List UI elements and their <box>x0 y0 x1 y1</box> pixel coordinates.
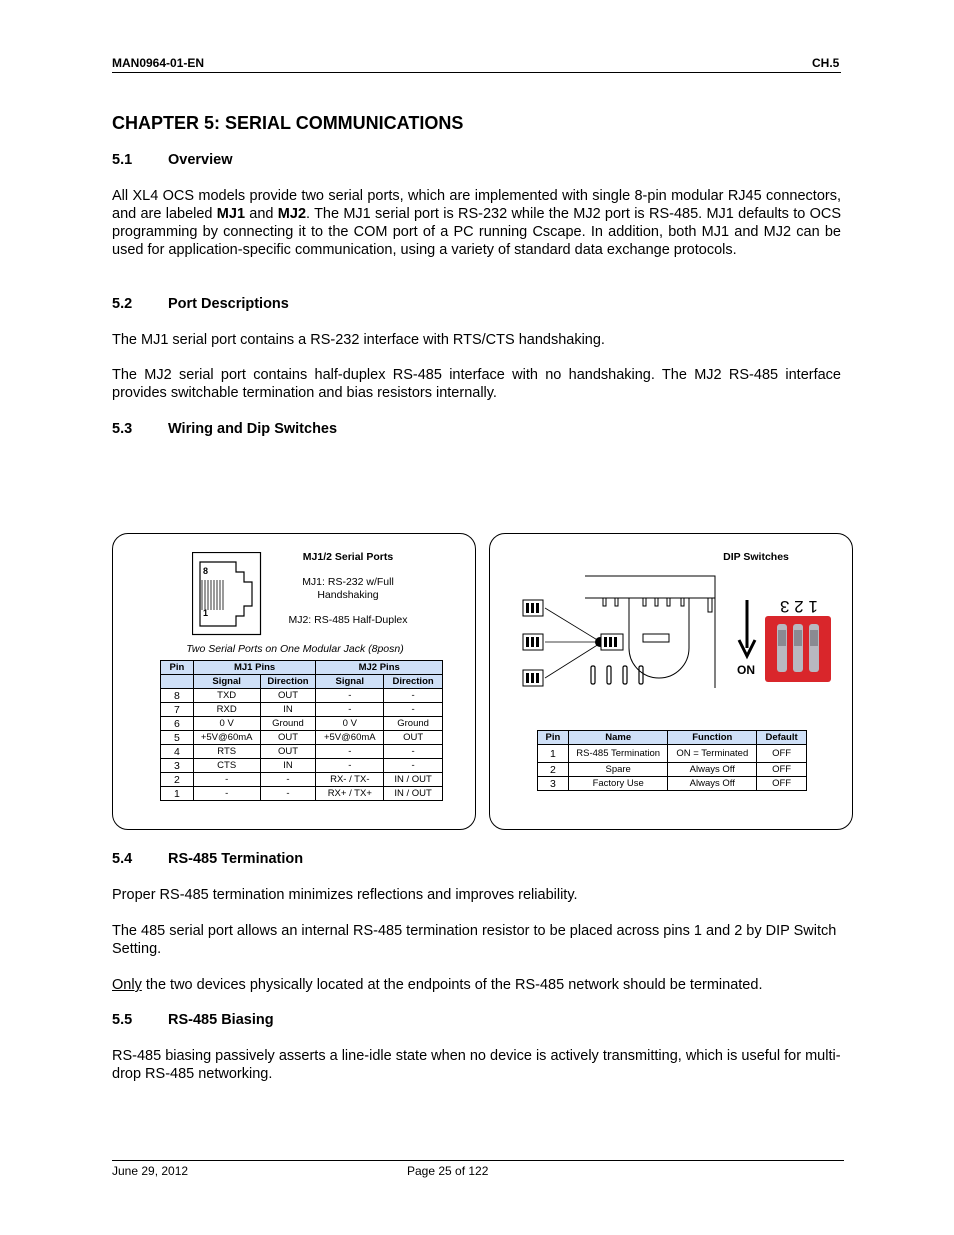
jack-pin-1-label: 1 <box>203 608 209 618</box>
table-row <box>161 731 443 745</box>
dip-switches-title: DIP Switches <box>723 551 789 563</box>
pin-cell: 8 <box>161 689 194 703</box>
mj2-direction-cell: IN / OUT <box>384 787 443 801</box>
switch-numbers-label: 1 2 3 <box>780 597 818 616</box>
section-title: Overview <box>168 152 233 168</box>
footer-rule <box>112 1160 844 1161</box>
table-row <box>538 777 807 791</box>
column-header-blank <box>161 675 194 689</box>
chapter-tag: CH.5 <box>812 56 840 70</box>
port-desc-paragraph-1: The MJ1 serial port contains a RS-232 interface with RTS/CTS handshaking. <box>112 332 605 348</box>
pin-cell: 2 <box>161 773 194 787</box>
section-title: Wiring and Dip Switches <box>168 421 338 437</box>
mj1-signal-cell: 0 V <box>193 717 260 731</box>
dip-switch-symbol-icon <box>523 600 543 616</box>
mj1-signal-cell: - <box>193 787 260 801</box>
section-number: 5.4 <box>112 851 133 867</box>
pin-cell: 3 <box>538 777 569 791</box>
section-title: RS-485 Termination <box>168 851 304 867</box>
footer-page: Page 25 of 122 <box>407 1164 489 1178</box>
pin-cell: 5 <box>161 731 194 745</box>
section-number: 5.2 <box>112 296 133 312</box>
serial-ports-title: MJ1/2 Serial Ports <box>302 551 394 563</box>
default-cell: OFF <box>757 745 807 763</box>
name-cell: RS-485 Termination <box>568 745 668 763</box>
pin-cell: 1 <box>161 787 194 801</box>
section-number: 5.1 <box>112 152 133 168</box>
section-heading-5-3 <box>112 421 337 437</box>
rj45-jack-icon <box>192 552 262 636</box>
footer-date: June 29, 2012 <box>112 1164 189 1178</box>
column-header-signal: Signal <box>193 675 260 689</box>
pin-cell: 3 <box>161 759 194 773</box>
mj1-direction-cell: - <box>260 787 316 801</box>
on-label: ON <box>737 663 755 677</box>
mj2-signal-cell: RX+ / TX+ <box>316 787 384 801</box>
name-cell: Spare <box>568 763 668 777</box>
column-header-pin: Pin <box>538 731 569 745</box>
column-header-name: Name <box>568 731 668 745</box>
mj2-signal-cell: - <box>316 759 384 773</box>
only-emphasis: Only <box>112 977 142 993</box>
dip-board-drawing <box>515 568 835 693</box>
mj2-direction-cell: OUT <box>384 731 443 745</box>
mj2-direction-cell: - <box>384 689 443 703</box>
termination-text: the two devices physically located at the endpoints of the RS-485 network should be terminated. <box>141 977 763 993</box>
mj1-label: MJ1 <box>216 206 246 222</box>
mj1-direction-cell: OUT <box>260 689 316 703</box>
dip-switch-symbol-icon <box>523 634 543 650</box>
mj1-signal-cell: TXD <box>193 689 260 703</box>
mj2-signal-cell: - <box>316 703 384 717</box>
mj2-direction-cell: - <box>384 703 443 717</box>
name-cell: Factory Use <box>568 777 668 791</box>
port-desc-paragraph-2: The MJ2 serial port contains half-duplex RS-485 interface with no handshaking. The MJ2 RS-485 interface provides switchable termination and bias resistors internally. <box>112 367 841 401</box>
serial-pins-table <box>160 660 443 801</box>
mj2-direction-cell: - <box>384 759 443 773</box>
mj1-signal-cell: CTS <box>193 759 260 773</box>
mj2-direction-cell: Ground <box>384 717 443 731</box>
pin-cell: 4 <box>161 745 194 759</box>
mj1-direction-cell: IN <box>260 703 316 717</box>
mj2-signal-cell: - <box>316 745 384 759</box>
section-heading-5-4 <box>112 851 303 867</box>
column-header-direction: Direction <box>384 675 443 689</box>
table-subheader-row <box>161 675 443 689</box>
table-header-row <box>538 731 807 745</box>
default-cell: OFF <box>757 763 807 777</box>
pin-cell: 2 <box>538 763 569 777</box>
function-cell: Always Off <box>668 763 757 777</box>
pin-cell: 1 <box>538 745 569 763</box>
mj1-signal-cell: RTS <box>193 745 260 759</box>
table-row <box>161 717 443 731</box>
table-row <box>161 689 443 703</box>
mj2-description: MJ2: RS-485 Half-Duplex <box>288 614 408 626</box>
default-cell: OFF <box>757 777 807 791</box>
header-rule <box>112 72 841 73</box>
table-row <box>161 787 443 801</box>
table-header-row <box>161 661 443 675</box>
column-header-signal: Signal <box>316 675 384 689</box>
mj1-signal-cell: - <box>193 773 260 787</box>
table-row <box>161 745 443 759</box>
function-cell: ON = Terminated <box>668 745 757 763</box>
section-number: 5.3 <box>112 421 133 437</box>
column-header-mj1: MJ1 Pins <box>193 661 316 675</box>
dip-switch-symbol-icon <box>523 670 543 686</box>
table-row <box>161 759 443 773</box>
termination-paragraph-3 <box>112 976 841 994</box>
column-header-pin: Pin <box>161 661 194 675</box>
overview-text: and <box>245 206 278 222</box>
mj1-signal-cell: +5V@60mA <box>193 731 260 745</box>
mj2-signal-cell: - <box>316 689 384 703</box>
overview-paragraph <box>112 187 841 259</box>
overview-text: All XL4 OCS models provide two serial ports, which are implemented with single 8-pin modular RJ45 connectors, and are labeled <box>112 188 841 222</box>
doc-id: MAN0964-01-EN <box>112 56 205 70</box>
mj1-direction-cell: OUT <box>260 731 316 745</box>
mj2-direction-cell: - <box>384 745 443 759</box>
column-header-default: Default <box>757 731 807 745</box>
section-heading-5-1 <box>112 152 233 168</box>
dip-switch-table <box>537 730 807 791</box>
mj1-signal-cell: RXD <box>193 703 260 717</box>
column-header-direction: Direction <box>260 675 316 689</box>
mj2-direction-cell: IN / OUT <box>384 773 443 787</box>
section-title: RS-485 Biasing <box>168 1012 274 1028</box>
section-title: Port Descriptions <box>168 296 289 312</box>
mj2-label: MJ2 <box>277 206 307 222</box>
jack-caption: Two Serial Ports on One Modular Jack (8posn) <box>186 643 404 655</box>
termination-paragraph-1: Proper RS-485 termination minimizes reflections and improves reliability. <box>112 887 578 903</box>
chapter-title: CHAPTER 5: SERIAL COMMUNICATIONS <box>112 113 464 133</box>
function-cell: Always Off <box>668 777 757 791</box>
table-row <box>538 745 807 763</box>
termination-paragraph-2: The 485 serial port allows an internal RS-485 termination resistor to be placed across pins 1 and 2 by DIP Switch Setting. <box>112 923 837 957</box>
mj2-signal-cell: +5V@60mA <box>316 731 384 745</box>
mj1-direction-cell: IN <box>260 759 316 773</box>
pin-cell: 7 <box>161 703 194 717</box>
pin-cell: 6 <box>161 717 194 731</box>
section-heading-5-2 <box>112 296 289 312</box>
section-heading-5-5 <box>112 1012 274 1028</box>
mj2-signal-cell: RX- / TX- <box>316 773 384 787</box>
mj1-description: MJ1: RS-232 w/Full Handshaking <box>302 576 394 601</box>
table-row <box>161 773 443 787</box>
jack-pin-8-label: 8 <box>203 566 209 576</box>
column-header-mj2: MJ2 Pins <box>316 661 443 675</box>
mj1-direction-cell: - <box>260 773 316 787</box>
table-row <box>538 763 807 777</box>
section-number: 5.5 <box>112 1012 133 1028</box>
mj1-direction-cell: OUT <box>260 745 316 759</box>
overview-text: . The MJ1 serial port is RS-232 while the MJ2 port is RS-485. MJ1 defaults to OCS programming by connecting it to the COM port of a PC running Cscape. In addition, both MJ1 and MJ2 can be used for application-specific communication, using a variety of standard data exchange protocols. <box>112 206 842 258</box>
biasing-paragraph: RS-485 biasing passively asserts a line-idle state when no device is actively transmitting, which is useful for multi-drop RS-485 networking. <box>112 1048 841 1082</box>
column-header-function: Function <box>668 731 757 745</box>
mj1-direction-cell: Ground <box>260 717 316 731</box>
mj2-signal-cell: 0 V <box>316 717 384 731</box>
table-row <box>161 703 443 717</box>
